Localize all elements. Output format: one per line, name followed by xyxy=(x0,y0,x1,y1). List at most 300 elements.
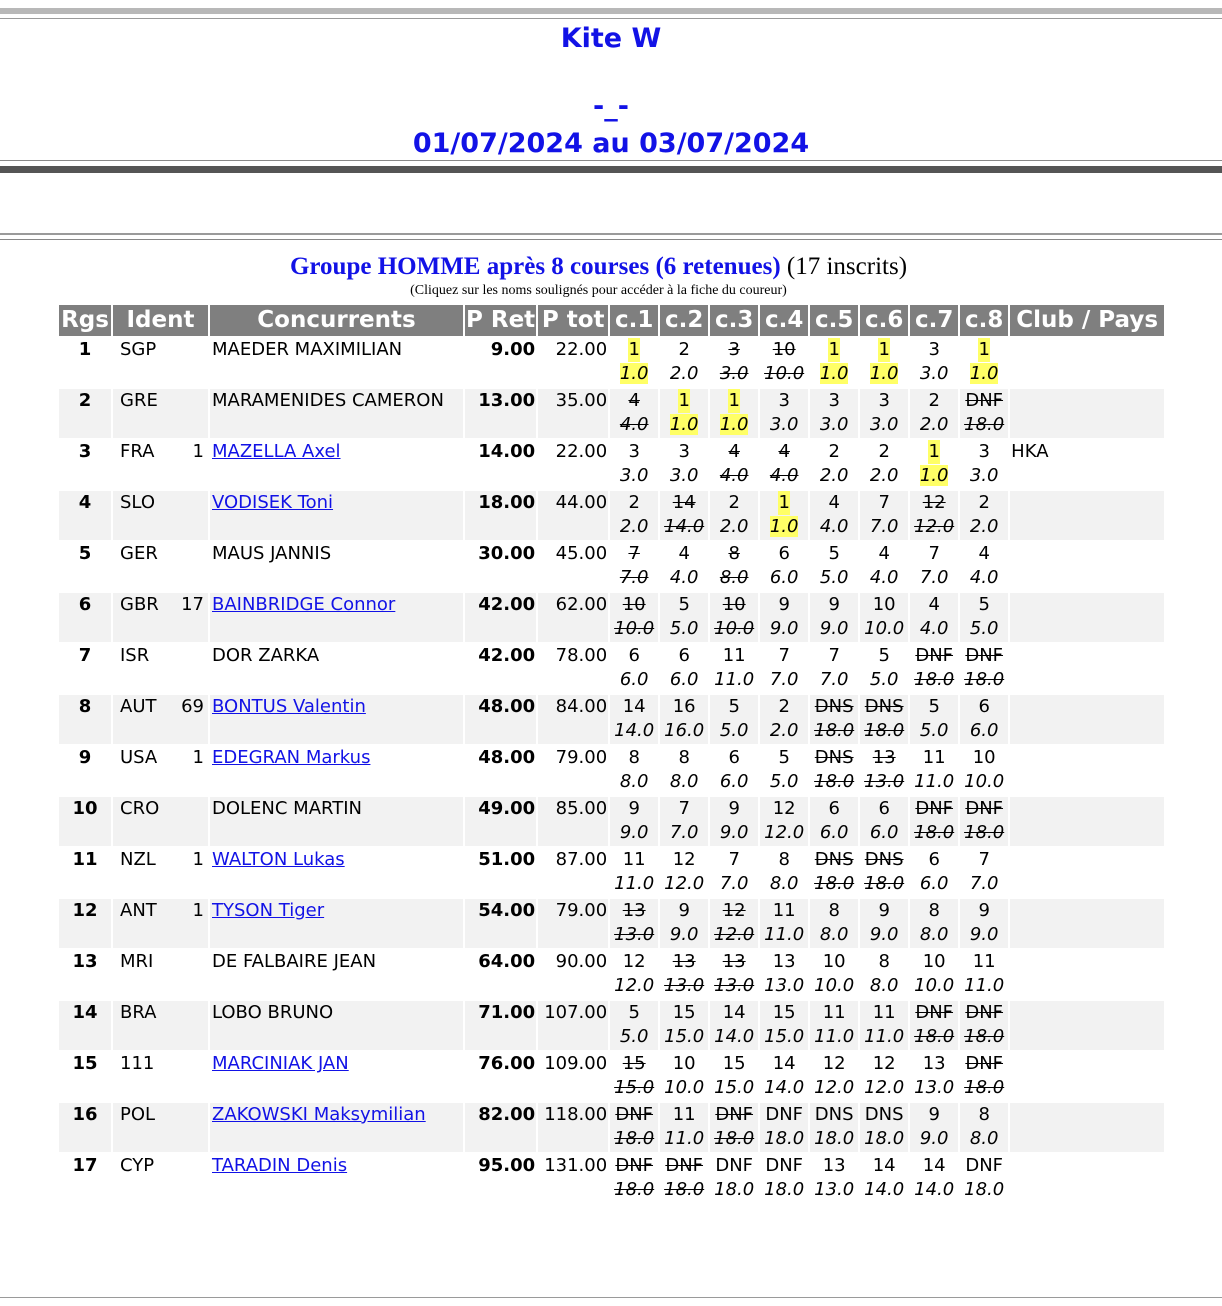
sail-number: 1 xyxy=(192,747,204,768)
race-place: 10 xyxy=(772,339,796,360)
race-score-value: 5.0 xyxy=(769,771,799,792)
nation-code: AUT xyxy=(120,696,157,717)
race-place: 12 xyxy=(922,492,946,513)
race-score xyxy=(911,923,957,947)
results-body xyxy=(59,338,1164,1203)
race-place: DNF xyxy=(715,1104,754,1125)
table-row xyxy=(59,1052,1164,1101)
race-place: 1 xyxy=(678,390,690,411)
race-place: 8 xyxy=(878,951,890,972)
race-score-value: 7.0 xyxy=(769,669,799,690)
race-place: 7 xyxy=(678,798,690,819)
race-place: 14 xyxy=(622,696,646,717)
points-total: 78.00 xyxy=(538,644,608,693)
race-place: 12 xyxy=(672,849,696,870)
race-place: 6 xyxy=(878,798,890,819)
race-result-cell xyxy=(960,746,1008,795)
race-place: 3 xyxy=(828,390,840,411)
race-score-value: 11.0 xyxy=(714,669,755,690)
race-score-value: 18.0 xyxy=(914,822,955,843)
race-score-value: 6.0 xyxy=(869,822,899,843)
competitor-link[interactable]: MARCINIAK JAN xyxy=(212,1053,349,1074)
race-score-value: 18.0 xyxy=(864,720,905,741)
race-score xyxy=(761,821,807,845)
competitor-link[interactable]: WALTON Lukas xyxy=(212,849,345,870)
race-place: 3 xyxy=(978,441,990,462)
race-place: 9 xyxy=(628,798,640,819)
col-header: P tot xyxy=(538,305,608,336)
nation-code: GBR xyxy=(120,594,159,615)
race-result-cell xyxy=(760,389,808,438)
competitor-link[interactable]: MAZELLA Axel xyxy=(212,441,341,462)
race-score xyxy=(611,1127,657,1151)
rank-cell: 7 xyxy=(59,644,111,693)
race-score xyxy=(661,1127,707,1151)
competitor-link[interactable]: TYSON Tiger xyxy=(212,900,325,921)
race-place: 8 xyxy=(928,900,940,921)
rank-cell: 8 xyxy=(59,695,111,744)
points-total: 79.00 xyxy=(538,899,608,948)
race-result-cell xyxy=(760,848,808,897)
race-place: DNF xyxy=(965,1155,1004,1176)
race-score xyxy=(811,770,857,794)
points-retained: 48.00 xyxy=(465,695,536,744)
race-result-cell xyxy=(910,848,958,897)
race-score xyxy=(861,821,907,845)
race-score-value: 7.0 xyxy=(669,822,699,843)
race-place: 2 xyxy=(778,696,790,717)
race-place: 7 xyxy=(928,543,940,564)
race-result-cell xyxy=(810,1001,858,1050)
club-country xyxy=(1010,797,1164,846)
race-result-cell xyxy=(860,797,908,846)
race-place: 11 xyxy=(922,747,946,768)
race-result-cell xyxy=(810,899,858,948)
race-result-cell xyxy=(860,1154,908,1203)
results-header-row xyxy=(59,305,1164,336)
race-score xyxy=(811,515,857,539)
table-row xyxy=(59,542,1164,591)
race-place: 5 xyxy=(778,747,790,768)
points-retained: 18.00 xyxy=(465,491,536,540)
nation-code: SLO xyxy=(120,492,155,513)
rank-cell: 6 xyxy=(59,593,111,642)
club-country: HKA xyxy=(1010,440,1164,489)
race-score-value: 12.0 xyxy=(764,822,805,843)
race-score-value: 11.0 xyxy=(764,924,805,945)
ident-cell xyxy=(113,593,208,642)
table-row xyxy=(59,1001,1164,1050)
points-retained: 30.00 xyxy=(465,542,536,591)
race-result-cell xyxy=(960,797,1008,846)
race-score-value: 5.0 xyxy=(869,669,899,690)
race-score xyxy=(961,515,1007,539)
race-result-cell xyxy=(710,797,758,846)
race-score-value: 2.0 xyxy=(669,363,699,384)
table-row xyxy=(59,491,1164,540)
race-score xyxy=(711,566,757,590)
race-score xyxy=(961,566,1007,590)
race-place: 6 xyxy=(778,543,790,564)
nation-code: FRA xyxy=(120,441,155,462)
race-place: 11 xyxy=(722,645,746,666)
ident-cell xyxy=(113,797,208,846)
race-score-value: 9.0 xyxy=(969,924,999,945)
race-result-cell xyxy=(810,797,858,846)
race-place: 6 xyxy=(628,645,640,666)
nation-code: GER xyxy=(120,543,158,564)
race-place: 11 xyxy=(872,1002,896,1023)
table-row xyxy=(59,1103,1164,1152)
race-result-cell xyxy=(860,1001,908,1050)
sail-number: 1 xyxy=(192,900,204,921)
race-place: 10 xyxy=(972,747,996,768)
race-place: DNF xyxy=(765,1104,804,1125)
race-score xyxy=(811,821,857,845)
race-score-value: 18.0 xyxy=(764,1179,805,1200)
race-place: 2 xyxy=(678,339,690,360)
race-score xyxy=(611,1076,657,1100)
nation-code: MRI xyxy=(120,951,154,972)
race-result-cell xyxy=(710,491,758,540)
header-rule-thick xyxy=(0,166,1222,173)
ident-cell xyxy=(113,1103,208,1152)
club-country xyxy=(1010,644,1164,693)
club-country xyxy=(1010,542,1164,591)
race-score-value: 9.0 xyxy=(919,1128,949,1149)
race-score xyxy=(761,566,807,590)
race-result-cell xyxy=(810,440,858,489)
race-result-cell xyxy=(760,1103,808,1152)
race-score-value: 18.0 xyxy=(964,669,1005,690)
club-country xyxy=(1010,848,1164,897)
race-score xyxy=(961,719,1007,743)
race-result-cell xyxy=(760,695,808,744)
race-score xyxy=(911,821,957,845)
event-title: Kite W xyxy=(560,23,662,54)
section-rule-thin xyxy=(0,239,1222,240)
race-score-value: 8.0 xyxy=(619,771,649,792)
points-total: 44.00 xyxy=(538,491,608,540)
race-score xyxy=(811,464,857,488)
race-place: DNF xyxy=(715,1155,754,1176)
race-score-value: 11.0 xyxy=(864,1026,905,1047)
race-result-cell xyxy=(960,848,1008,897)
race-result-cell xyxy=(710,644,758,693)
race-score xyxy=(911,1025,957,1049)
race-score-value: 8.0 xyxy=(919,924,949,945)
competitor-name: MAEDER MAXIMILIAN xyxy=(212,339,403,360)
race-score xyxy=(911,362,957,386)
rank-cell: 9 xyxy=(59,746,111,795)
race-result-cell xyxy=(960,950,1008,999)
race-place: 4 xyxy=(978,543,990,564)
club-country xyxy=(1010,1103,1164,1152)
race-result-cell xyxy=(910,746,958,795)
sail-number: 17 xyxy=(181,594,204,615)
race-result-cell xyxy=(810,695,858,744)
race-score xyxy=(961,617,1007,641)
race-score xyxy=(611,719,657,743)
race-score-value: 2.0 xyxy=(769,720,799,741)
race-place: 2 xyxy=(878,441,890,462)
race-result-cell xyxy=(710,848,758,897)
race-score-value: 12.0 xyxy=(664,873,705,894)
race-score-value: 8.0 xyxy=(819,924,849,945)
race-result-cell xyxy=(860,695,908,744)
competitor-link[interactable]: VODISEK Toni xyxy=(212,492,334,513)
race-score xyxy=(961,872,1007,896)
competitor-name: MARAMENIDES CAMERON xyxy=(212,390,444,411)
race-score-value: 18.0 xyxy=(814,720,855,741)
race-score xyxy=(661,413,707,437)
race-score-value: 4.0 xyxy=(869,567,899,588)
race-score-value: 6.0 xyxy=(619,669,649,690)
race-place: 4 xyxy=(878,543,890,564)
race-place: 4 xyxy=(778,441,790,462)
race-score-value: 1.0 xyxy=(969,363,999,384)
race-result-cell xyxy=(710,542,758,591)
race-place: DNS xyxy=(814,747,854,768)
race-result-cell xyxy=(760,746,808,795)
competitor-link[interactable]: BONTUS Valentin xyxy=(212,696,366,717)
race-score xyxy=(861,362,907,386)
race-score xyxy=(761,1178,807,1202)
race-score-value: 10.0 xyxy=(914,975,955,996)
race-score-value: 2.0 xyxy=(619,516,649,537)
race-result-cell xyxy=(660,593,708,642)
race-place: DNF xyxy=(615,1104,654,1125)
race-result-cell xyxy=(610,950,658,999)
race-result-cell xyxy=(610,695,658,744)
race-score-value: 15.0 xyxy=(764,1026,805,1047)
points-retained: 48.00 xyxy=(465,746,536,795)
race-result-cell xyxy=(860,950,908,999)
table-row xyxy=(59,338,1164,387)
race-score xyxy=(711,362,757,386)
race-score xyxy=(861,923,907,947)
race-place: DNF xyxy=(765,1155,804,1176)
points-retained: 51.00 xyxy=(465,848,536,897)
race-score-value: 12.0 xyxy=(914,516,955,537)
race-place: 15 xyxy=(672,1002,696,1023)
race-place: 1 xyxy=(978,339,990,360)
race-score-value: 3.0 xyxy=(869,414,899,435)
points-total: 118.00 xyxy=(538,1103,608,1152)
race-place: 14 xyxy=(672,492,696,513)
race-score xyxy=(761,515,807,539)
race-score-value: 12.0 xyxy=(714,924,755,945)
race-result-cell xyxy=(610,491,658,540)
race-place: 8 xyxy=(978,1104,990,1125)
race-score xyxy=(811,566,857,590)
competitor-cell xyxy=(210,950,463,999)
race-result-cell xyxy=(960,644,1008,693)
race-place: 10 xyxy=(822,951,846,972)
race-result-cell xyxy=(610,848,658,897)
nation-code: CRO xyxy=(120,798,160,819)
race-score xyxy=(711,515,757,539)
race-score-value: 3.0 xyxy=(969,465,999,486)
race-score-value: 5.0 xyxy=(719,720,749,741)
race-score-value: 13.0 xyxy=(814,1179,855,1200)
competitor-cell xyxy=(210,1001,463,1050)
race-score-value: 4.0 xyxy=(719,465,749,486)
race-score-value: 11.0 xyxy=(814,1026,855,1047)
race-result-cell xyxy=(660,1001,708,1050)
race-score xyxy=(961,464,1007,488)
race-place: 14 xyxy=(772,1053,796,1074)
points-retained: 95.00 xyxy=(465,1154,536,1203)
race-score-value: 13.0 xyxy=(864,771,905,792)
points-total: 22.00 xyxy=(538,440,608,489)
club-country xyxy=(1010,338,1164,387)
rank-cell: 10 xyxy=(59,797,111,846)
competitor-link[interactable]: EDEGRAN Markus xyxy=(212,747,371,768)
race-result-cell xyxy=(760,440,808,489)
race-score xyxy=(661,770,707,794)
race-score xyxy=(911,719,957,743)
race-score xyxy=(761,1025,807,1049)
race-score xyxy=(711,1025,757,1049)
race-score xyxy=(711,668,757,692)
points-total: 87.00 xyxy=(538,848,608,897)
race-place: 15 xyxy=(622,1053,646,1074)
race-result-cell xyxy=(610,644,658,693)
nation-code: BRA xyxy=(120,1002,157,1023)
race-place: 3 xyxy=(878,390,890,411)
race-score xyxy=(661,362,707,386)
ident-cell xyxy=(113,1154,208,1203)
race-result-cell xyxy=(660,950,708,999)
race-score-value: 18.0 xyxy=(914,1026,955,1047)
sail-number: 69 xyxy=(181,696,204,717)
race-score xyxy=(711,974,757,998)
race-score-value: 1.0 xyxy=(619,363,649,384)
race-place: 1 xyxy=(728,390,740,411)
race-score xyxy=(961,413,1007,437)
race-score xyxy=(861,974,907,998)
group-note: (Cliquez sur les noms soulignés pour accéder à la fiche du coureur) xyxy=(410,283,787,298)
race-result-cell xyxy=(910,950,958,999)
points-retained: 42.00 xyxy=(465,644,536,693)
race-place: DNF xyxy=(965,1053,1004,1074)
race-score-value: 3.0 xyxy=(919,363,949,384)
race-result-cell xyxy=(860,848,908,897)
race-score-value: 10.0 xyxy=(614,618,655,639)
competitor-link[interactable]: ZAKOWSKI Maksymilian xyxy=(212,1104,426,1125)
race-score xyxy=(811,1076,857,1100)
race-result-cell xyxy=(860,338,908,387)
race-result-cell xyxy=(760,899,808,948)
competitor-link[interactable]: BAINBRIDGE Connor xyxy=(212,594,396,615)
section-rule xyxy=(0,233,1222,235)
race-score xyxy=(861,1127,907,1151)
race-score-value: 5.0 xyxy=(969,618,999,639)
ident-cell xyxy=(113,1052,208,1101)
race-result-cell xyxy=(660,491,708,540)
race-place: 4 xyxy=(728,441,740,462)
race-result-cell xyxy=(660,797,708,846)
race-score-value: 2.0 xyxy=(919,414,949,435)
competitor-cell xyxy=(210,848,463,897)
race-place: 8 xyxy=(778,849,790,870)
race-result-cell xyxy=(660,1154,708,1203)
race-place: 2 xyxy=(728,492,740,513)
competitor-cell xyxy=(210,644,463,693)
race-score-value: 15.0 xyxy=(614,1077,655,1098)
race-score-value: 12.0 xyxy=(864,1077,905,1098)
rank-cell: 1 xyxy=(59,338,111,387)
race-place: 9 xyxy=(978,900,990,921)
race-result-cell xyxy=(810,593,858,642)
race-score-value: 7.0 xyxy=(919,567,949,588)
race-score xyxy=(611,362,657,386)
race-result-cell xyxy=(610,1052,658,1101)
points-retained: 76.00 xyxy=(465,1052,536,1101)
race-place: 4 xyxy=(828,492,840,513)
race-result-cell xyxy=(710,389,758,438)
race-score xyxy=(611,923,657,947)
race-place: 1 xyxy=(778,492,790,513)
race-score xyxy=(911,1127,957,1151)
points-retained: 9.00 xyxy=(465,338,536,387)
points-total: 85.00 xyxy=(538,797,608,846)
col-header: c.8 xyxy=(960,305,1008,336)
rank-cell: 13 xyxy=(59,950,111,999)
rank-cell: 14 xyxy=(59,1001,111,1050)
race-place: 2 xyxy=(928,390,940,411)
race-score-value: 11.0 xyxy=(614,873,655,894)
points-total: 84.00 xyxy=(538,695,608,744)
race-place: 6 xyxy=(828,798,840,819)
table-row xyxy=(59,644,1164,693)
group-registered-count: (17 inscrits) xyxy=(786,253,908,280)
col-header: Club / Pays xyxy=(1010,305,1164,336)
race-score xyxy=(761,1127,807,1151)
competitor-link[interactable]: TARADIN Denis xyxy=(212,1155,348,1176)
race-result-cell xyxy=(660,848,708,897)
race-place: 5 xyxy=(628,1002,640,1023)
race-result-cell xyxy=(910,593,958,642)
race-result-cell xyxy=(660,389,708,438)
race-result-cell xyxy=(610,440,658,489)
race-place: 10 xyxy=(672,1053,696,1074)
race-score-value: 13.0 xyxy=(614,924,655,945)
race-score xyxy=(961,1178,1007,1202)
race-result-cell xyxy=(660,695,708,744)
points-retained: 14.00 xyxy=(465,440,536,489)
points-retained: 71.00 xyxy=(465,1001,536,1050)
group-title xyxy=(0,251,1197,283)
race-result-cell xyxy=(660,899,708,948)
points-total: 131.00 xyxy=(538,1154,608,1203)
nation-code: GRE xyxy=(120,390,158,411)
points-total: 79.00 xyxy=(538,746,608,795)
race-score xyxy=(811,1178,857,1202)
race-place: 11 xyxy=(972,951,996,972)
race-place: 12 xyxy=(872,1053,896,1074)
rank-cell: 2 xyxy=(59,389,111,438)
race-result-cell xyxy=(910,1154,958,1203)
race-score-value: 1.0 xyxy=(669,414,699,435)
race-result-cell xyxy=(910,542,958,591)
race-place: 11 xyxy=(772,900,796,921)
race-score-value: 10.0 xyxy=(964,771,1005,792)
race-result-cell xyxy=(910,1001,958,1050)
race-score-value: 10.0 xyxy=(714,618,755,639)
race-score xyxy=(661,923,707,947)
